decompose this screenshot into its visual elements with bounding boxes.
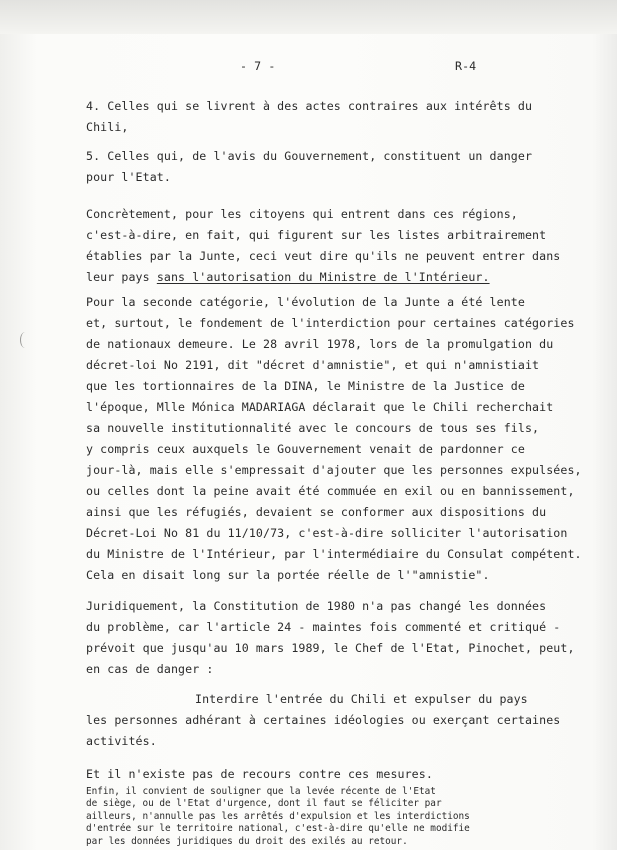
list-item-5-line-2: pour l'Etat. (86, 170, 171, 184)
list-item-4-line-2: Chili, (86, 120, 129, 134)
paragraph-5-line: de siège, ou de l'Etat d'urgence, dont il faut se féliciter par (86, 798, 442, 810)
paragraph-5-block (86, 786, 606, 848)
quote-line: les personnes adhérant à certaines idéologies ou exerçant certaines (86, 713, 561, 727)
quote-line: Interdire l'entrée du Chili et expulser du pays (195, 692, 528, 706)
paragraph-2-line: que les tortionnaires de la DINA, le Ministre de la Justice de (86, 379, 525, 393)
paragraph-5-line: Enfin, il convient de souligner que la levée récente de l'Etat (86, 786, 436, 797)
paragraph-3-line: en cas de danger : (86, 662, 214, 676)
paragraph-2-line: sa nouvelle institutionnalité avec le concours de tous ses fils, (86, 421, 540, 435)
paragraph-1-text: leur pays (86, 270, 157, 284)
list-item-4-line-1: 4. Celles qui se livrent à des actes contraires aux intérêts du (86, 99, 533, 113)
paragraph-5-line: par les données juridiques du droit des exilés au retour. (86, 835, 408, 847)
quote-line: activités. (86, 734, 157, 748)
paragraph-2-line: et, surtout, le fondement de l'interdiction pour certaines catégories (86, 316, 575, 330)
paragraph-5-line: ailleurs, n'annulle pas les arrêtés d'expulsion et les interdictions (86, 810, 470, 822)
paragraph-2-line: Pour la seconde catégorie, l'évolution de la Junte a été lente (86, 295, 525, 309)
paragraph-3-line: du problème, car l'article 24 - maintes fois commenté et critiqué - (86, 620, 561, 634)
paragraph-2-line: décret-loi No 2191, dit "décret d'amnistie", et qui n'amnistiait (86, 358, 540, 372)
underlined-emphasis: sans l'autorisation du Ministre de l'Intérieur. (156, 270, 490, 284)
paragraph-5-line: d'entrée sur le territoire national, c'est-à-dire qu'elle ne modifie (86, 823, 470, 835)
scan-top-edge (0, 0, 617, 34)
paragraph-1-line (86, 267, 490, 288)
paragraph-3-line: Juridiquement, la Constitution de 1980 n'a pas changé les données (86, 599, 547, 613)
paragraph-3-line: prévoit que jusqu'au 10 mars 1989, le Chef de l'Etat, Pinochet, peut, (86, 641, 575, 655)
paragraph-2-line: Cela en disait long sur la portée réelle de l'"amnistie". (86, 568, 490, 582)
paragraph-2-line: l'époque, Mlle Mónica MADARIAGA déclarait que le Chili recherchait (86, 400, 554, 414)
list-item-5-line-1: 5. Celles qui, de l'avis du Gouvernement, constituent un danger (86, 149, 533, 163)
document-reference: R-4 (455, 59, 477, 73)
paragraph-1-line: c'est-à-dire, en fait, qui figurent sur les listes arbitrairement (86, 228, 547, 242)
binder-hole-mark (20, 332, 30, 348)
paragraph-2-line: du Ministre de l'Intérieur, par l'intermédiaire du Consulat compétent. (86, 547, 582, 561)
paragraph-1-line: établies par la Junte, ceci veut dire qu'ils ne peuvent entrer dans (86, 249, 561, 263)
page-number: - 7 - (240, 59, 276, 73)
paragraph-2-line: ainsi que les réfugiés, devaient se conformer aux dispositions du (86, 505, 547, 519)
paragraph-1-line: Concrètement, pour les citoyens qui entrent dans ces régions, (86, 207, 518, 221)
paragraph-2-line: jour-là, mais elle s'empressait d'ajouter que les personnes expulsées, (86, 463, 582, 477)
paragraph-2-line: Décret-Loi No 81 du 11/10/73, c'est-à-dire solliciter l'autorisation (86, 526, 568, 540)
paragraph-2-line: ou celles dont la peine avait été commuée en exil ou en bannissement, (86, 484, 575, 498)
paragraph-2-line: y compris ceux auxquels le Gouvernement venait de pardonner ce (86, 442, 525, 456)
paragraph-2-line: de nationaux demeure. Le 28 avril 1978, lors de la promulgation du (86, 337, 554, 351)
paragraph-4: Et il n'existe pas de recours contre ces mesures. (86, 767, 433, 781)
